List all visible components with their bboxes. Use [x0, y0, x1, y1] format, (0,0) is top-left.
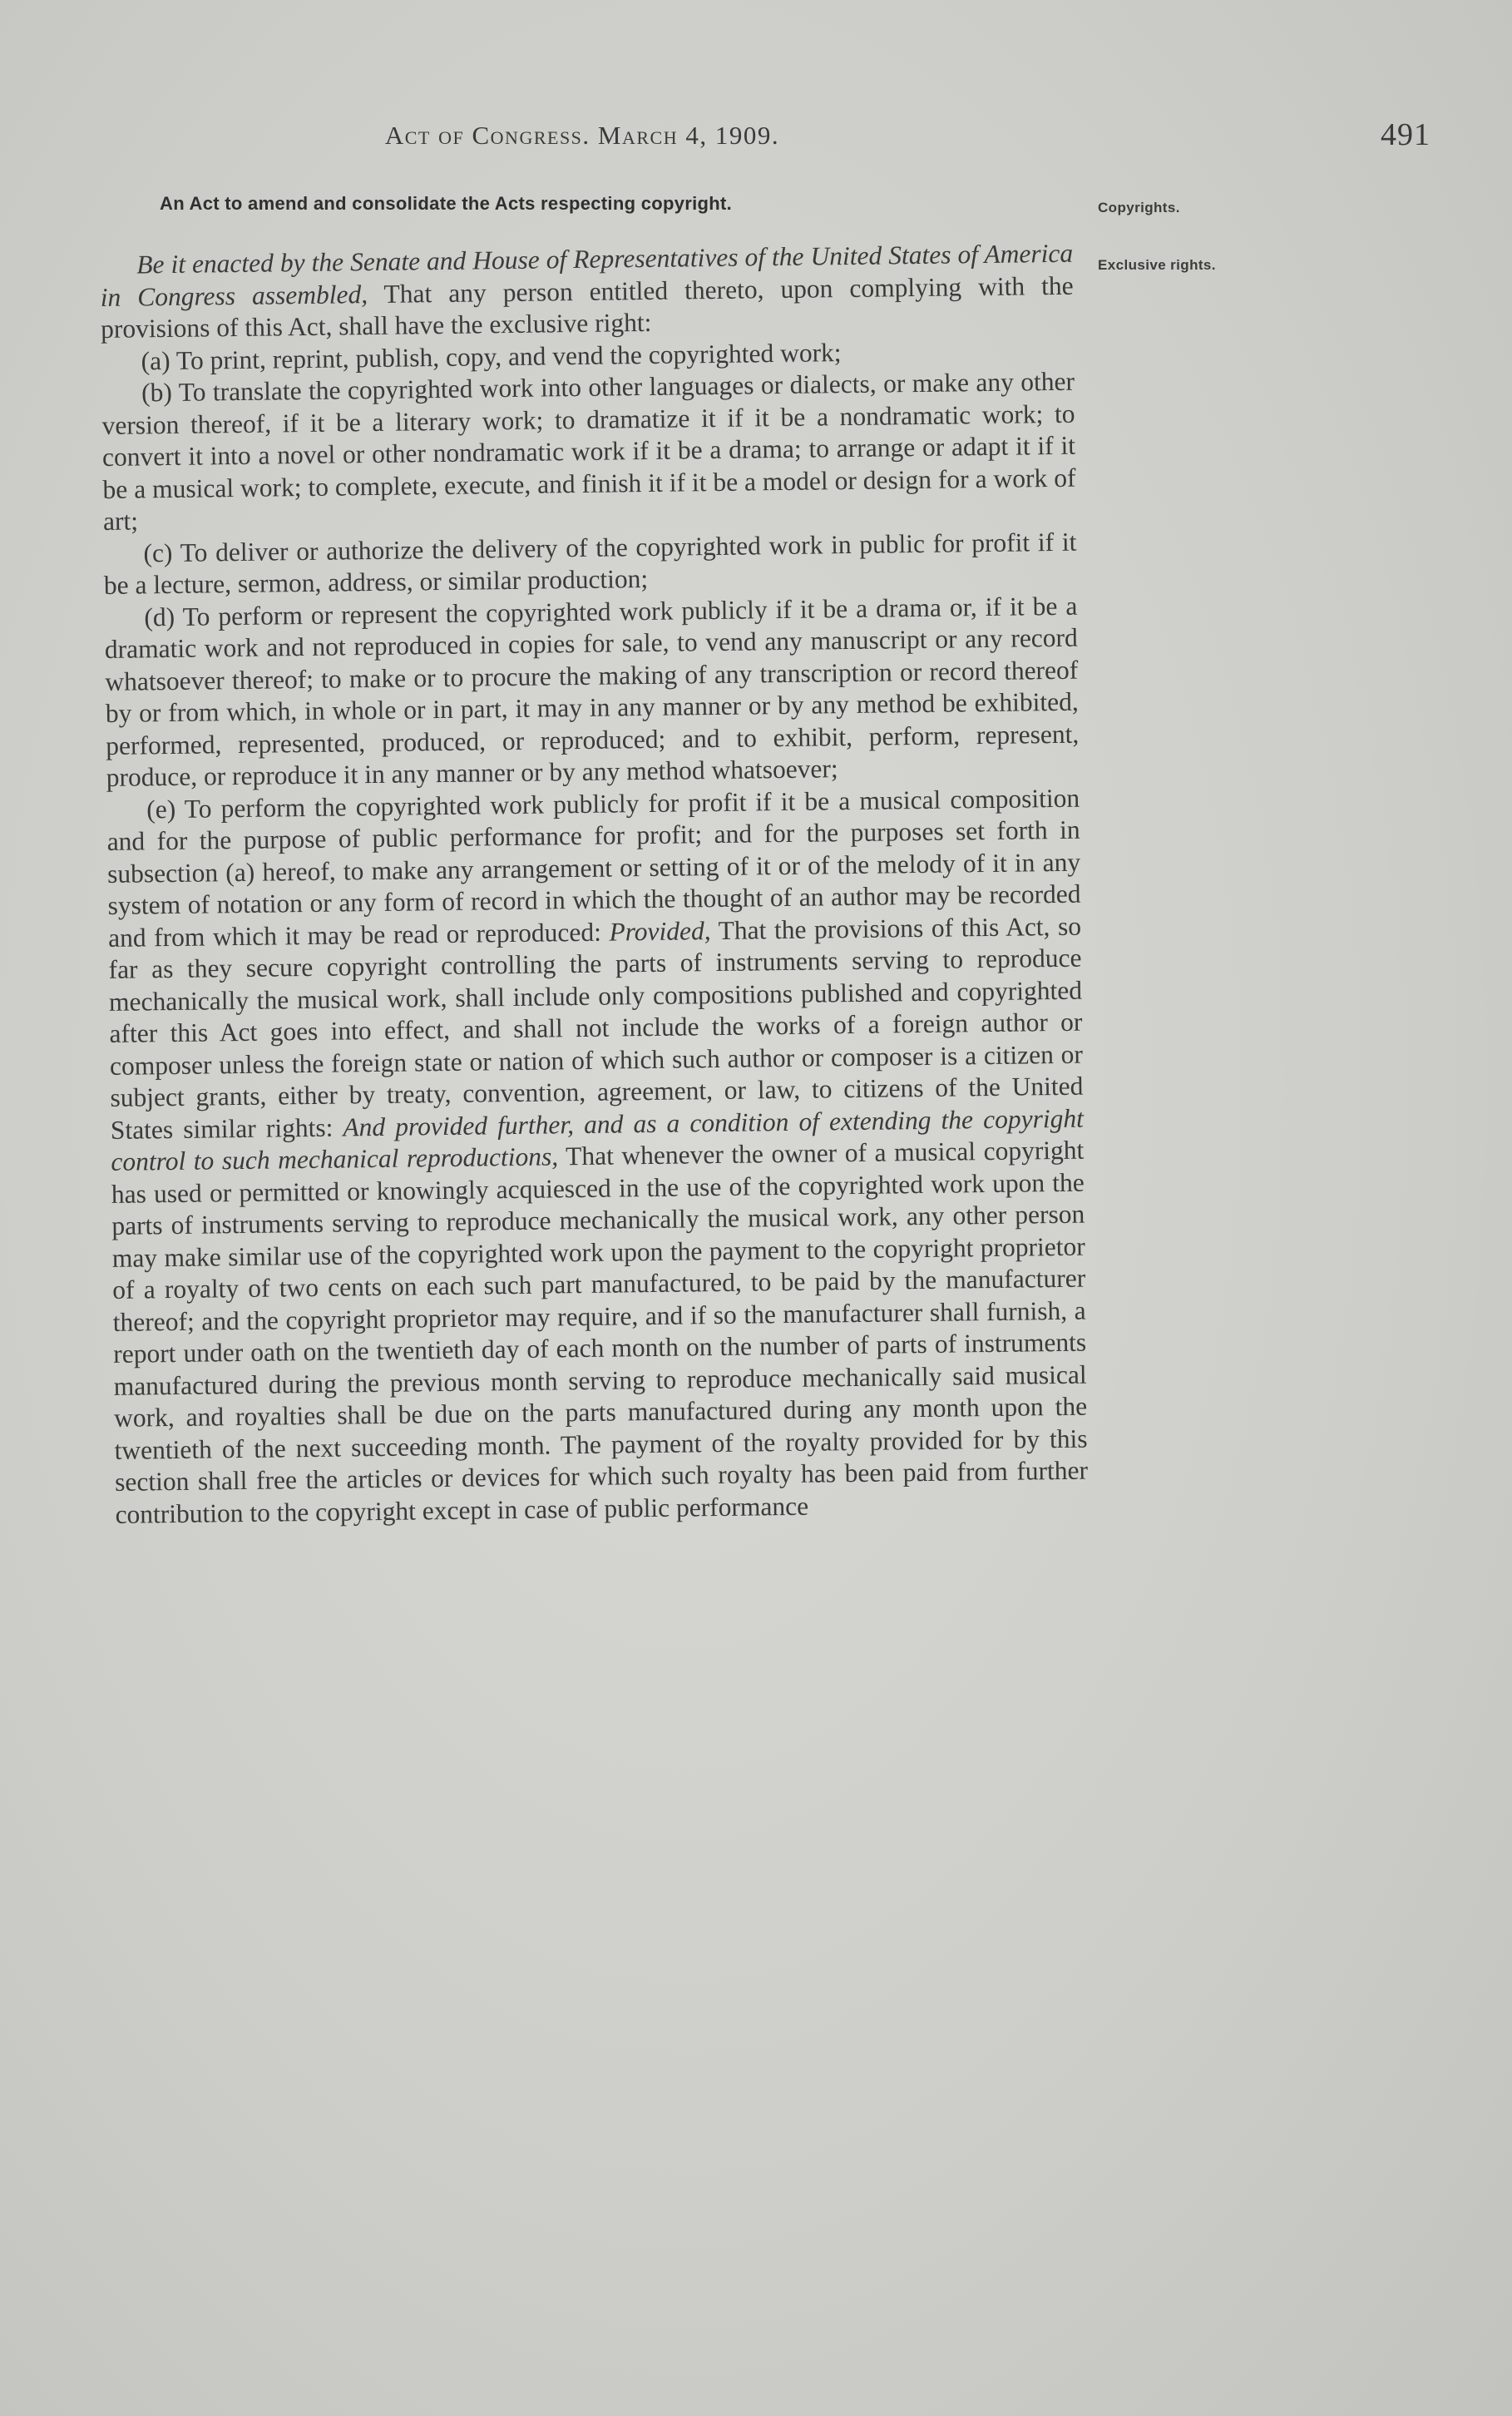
clause-a: (a) To print, reprint, publish, copy, and vend the copyrighted work;	[141, 337, 842, 375]
enacting-rest: That any person entitled thereto, upon complying with the provisions of this Act, shall have the exclusive right:	[100, 270, 1074, 344]
clause-b: (b) To translate the copyrighted work into other languages or dialects, or make any other version thereof, if it be a literary work; to dramatize it if it be a nondramatic work; to convert it into a novel or other nondramatic work if it be a drama; to arrange or adapt it if it be a musical work; to complete, execute, and finish it if it be a model or design for a work of art;	[101, 366, 1076, 536]
act-title: An Act to amend and consolidate the Acts respecting copyright.	[160, 193, 733, 214]
margin-note-exclusive-rights: Exclusive rights.	[1098, 257, 1216, 273]
page-number: 491	[1381, 117, 1430, 152]
clause-e	[106, 782, 1089, 1531]
clause-e-part3: That whenever the owner of a musical copyright has used or permitted or knowingly acquiesced in the use of the copyrighted work upon the parts of instruments serving to reproduce mechanically the musical work, any other person may make similar use of the copyrighted work upon the payment to the copyright proprietor of a royalty of two cents on each such part manufactured, to be paid by the manufacturer thereof; and the copyright proprietor may require, and if so the manufacturer shall furnish, a report under oath on the twentieth day of each month on the number of parts of instruments manufactured during the previous month serving to reproduce mechanically said musical work, and royalties shall be due on the parts manufactured during any month upon the twentieth of the next succeeding month. The payment of the royalty provided for by this section shall free the articles or devices for which such royalty has been paid from further contribution to the copyright except in case of public performance	[111, 1135, 1089, 1529]
clause-d: (d) To perform or represent the copyrighted work publicly if it be a drama or, if it be a dramatic work and not reproduced in copies for sale, to vend any manuscript or any record whatsoever thereof; to make or to procure the making of any transcription or record thereof by or from which, in whole or in part, it may in any manner or by any method be exhibited, performed, represented, produced, or reproduced; and to exhibit, perform, represent, produce, or reproduce it in any manner or by any method whatsoever;	[104, 591, 1080, 792]
body-text	[100, 238, 1089, 1531]
enacting-clause	[100, 238, 1074, 346]
clause-e-part1: (e) To perform the copyrighted work publicly for profit if it be a musical composition and for the purpose of public performance for profit; and for the purposes set forth in subsection (a) hereof, to make any arrangement or setting of it or of the melody of it in any system of notation or any form of record in which the thought of an author may be recorded and from which it may be read or reproduced:	[106, 783, 1081, 953]
clause-c: (c) To deliver or authorize the delivery of the copyrighted work in public for profit if it be a lecture, sermon, address, or similar production;	[103, 527, 1077, 600]
clause-e-part2: That the provisions of this Act, so far as they secure copyright controlling the parts of instruments serving to reproduce mechanically the musical work, shall include only compositions published and copyrighted after this Act goes into effect, and shall not include the works of a foreign author or composer unless the foreign state or nation of which such author or composer is a citizen or subject grants, either by treaty, convention, agreement, or law, to citizens of the United States similar rights:	[108, 911, 1084, 1145]
proviso-further: And provided further, and as a condition of extending the copyright control to such mechanical reproductions,	[111, 1103, 1085, 1176]
enacting-formula: Be it enacted by the Senate and House of Representatives of the United States of America in Congress assembled,	[100, 238, 1074, 312]
margin-note-copyrights: Copyrights.	[1098, 200, 1180, 215]
proviso: Provided,	[609, 915, 711, 947]
running-head: Act of Congress. March 4, 1909.	[384, 121, 780, 150]
